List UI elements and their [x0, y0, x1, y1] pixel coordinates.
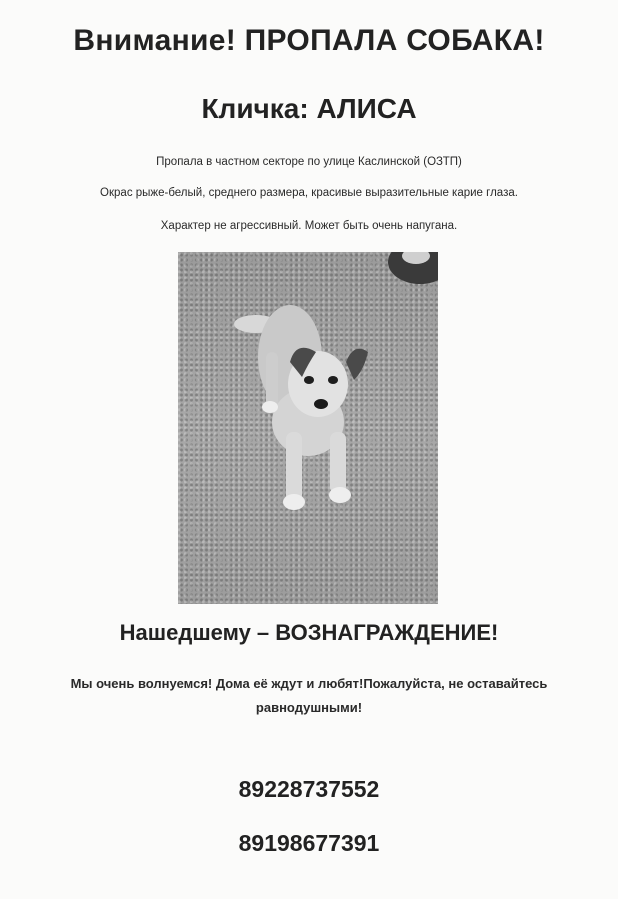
phone-number-1: 89228737552 [238, 776, 380, 802]
appeal-line-2: равнодушными! [255, 700, 363, 715]
detail-appearance: Окрас рыже-белый, среднего размера, красивые выразительные карие глаза. [100, 187, 518, 199]
headline: Внимание! ПРОПАЛА СОБАКА! [73, 24, 545, 57]
dog-illustration [178, 252, 438, 604]
reward-heading: Нашедшему – ВОЗНАГРАЖДЕНИЕ! [119, 620, 499, 645]
dog-photo [178, 252, 438, 604]
appeal-line-1: Мы очень волнуемся! Дома её ждут и любят!Пожалуйста, не оставайтесь [70, 676, 548, 691]
phone-number-2: 89198677391 [238, 830, 380, 856]
detail-location: Пропала в частном секторе по улице Каслинской (ОЗТП) [156, 156, 462, 168]
detail-character: Характер не агрессивный. Может быть очень напугана. [160, 220, 458, 232]
dog-name: Кличка: АЛИСА [201, 93, 417, 124]
